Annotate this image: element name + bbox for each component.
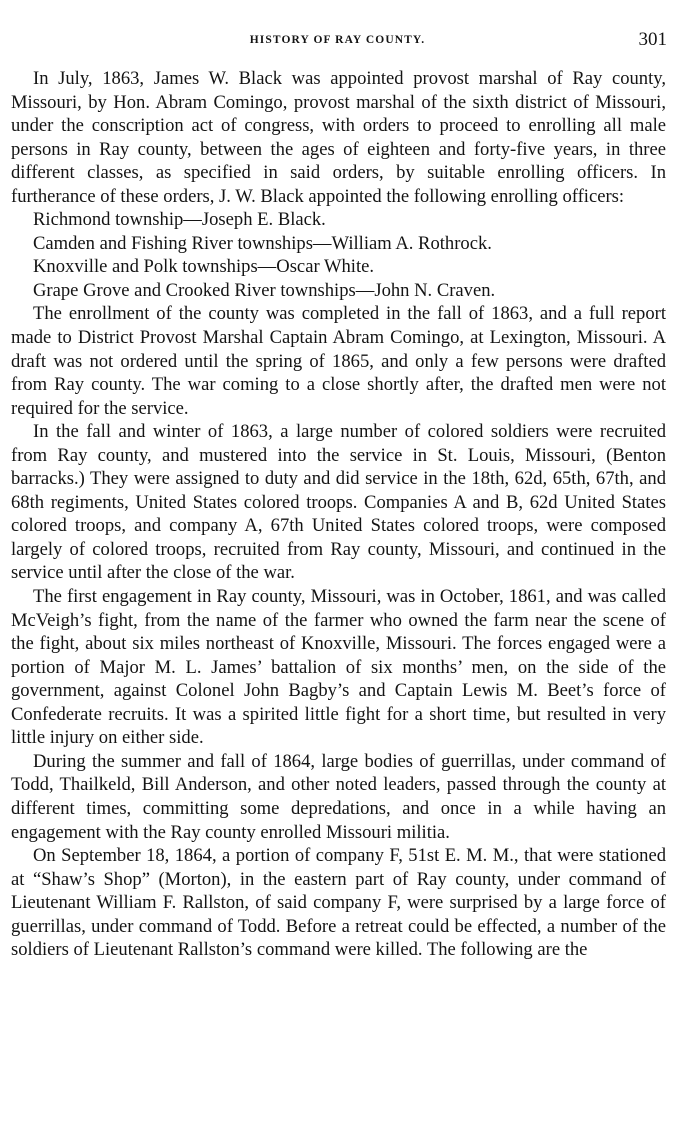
officer-list-item: Camden and Fishing River townships—William A. Rothrock.	[33, 232, 492, 254]
page-number: 301	[638, 29, 667, 50]
running-header	[10, 30, 665, 52]
paragraph-first-engagement: The first engagement in Ray county, Missouri, was in October, 1861, and was called McVeigh’s fight, from the name of the farmer who owned the farm near the scene of the fight, about six miles northeast of Knoxville, Missouri. The forces engaged were a portion of Major M. L. James’ battalion of six months’ men, on the side of the government, against Colonel John Bagby’s and Captain Lewis M. Beet’s force of Confederate recruits. It was a spirited little fight for a short time, but resulted in very little injury on either side.	[11, 586, 666, 749]
paragraph-colored-soldiers: In the fall and winter of 1863, a large number of colored soldiers were recruited from Ray county, and mustered into the service in St. Louis, Missouri, (Benton barracks.) They were assigned to duty and did service in the 18th, 62d, 65th, 67th, and 68th regiments, United States colored troops. Companies A and B, 62d United States colored troops, and company A, 67th United States colored troops, were composed largely of colored troops, recruited from Ray county, Missouri, and continued in the service until after the close of the war.	[11, 421, 666, 584]
paragraph-provost-marshal: In July, 1863, James W. Black was appointed provost marshal of Ray county, Missouri, by Hon. Abram Comingo, provost marshal of the sixth district of Missouri, under the conscription act of congress, with orders to proceed to enrolling all male persons in Ray county, between the ages of eighteen and forty-five years, in three different classes, as specified in said orders, by suitable enrolling officers. In furtherance of these orders, J. W. Black appointed the following enrolling officers:	[11, 68, 666, 207]
officer-list-item: Knoxville and Polk townships—Oscar White.	[33, 256, 375, 278]
paragraph-enrollment: The enrollment of the county was completed in the fall of 1863, and a full report made to District Provost Marshal Captain Abram Comingo, at Lexington, Missouri. A draft was not ordered until the spring of 1865, and only a few persons were drafted from Ray county. The war coming to a close shortly after, the drafted men were not required for the service.	[11, 303, 666, 419]
paragraph-guerrillas: During the summer and fall of 1864, large bodies of guerrillas, under command of Todd, Thailkeld, Bill Anderson, and other noted leaders, passed through the county at different times, committing some depredations, and once in a while having an engagement with the Ray county enrolled Missouri militia.	[11, 750, 666, 843]
officer-list-item: Grape Grove and Crooked River townships—John N. Craven.	[33, 279, 496, 301]
enrolling-officers-list	[11, 208, 666, 302]
running-title: HISTORY OF RAY COUNTY.	[249, 34, 426, 46]
paragraph-shaws-shop: On September 18, 1864, a portion of company F, 51st E. M. M., that were stationed at “Shaw’s Shop” (Morton), in the eastern part of Ray county, under command of Lieutenant William F. Rallston, of said company F, were surprised by a large force of guerrillas, under command of Todd. Before a retreat could be effected, a number of the soldiers of Lieutenant Rallston’s command were killed. The following are the	[11, 845, 666, 961]
officer-list-item: Richmond township—Joseph E. Black.	[33, 209, 326, 231]
page-body	[11, 67, 666, 962]
